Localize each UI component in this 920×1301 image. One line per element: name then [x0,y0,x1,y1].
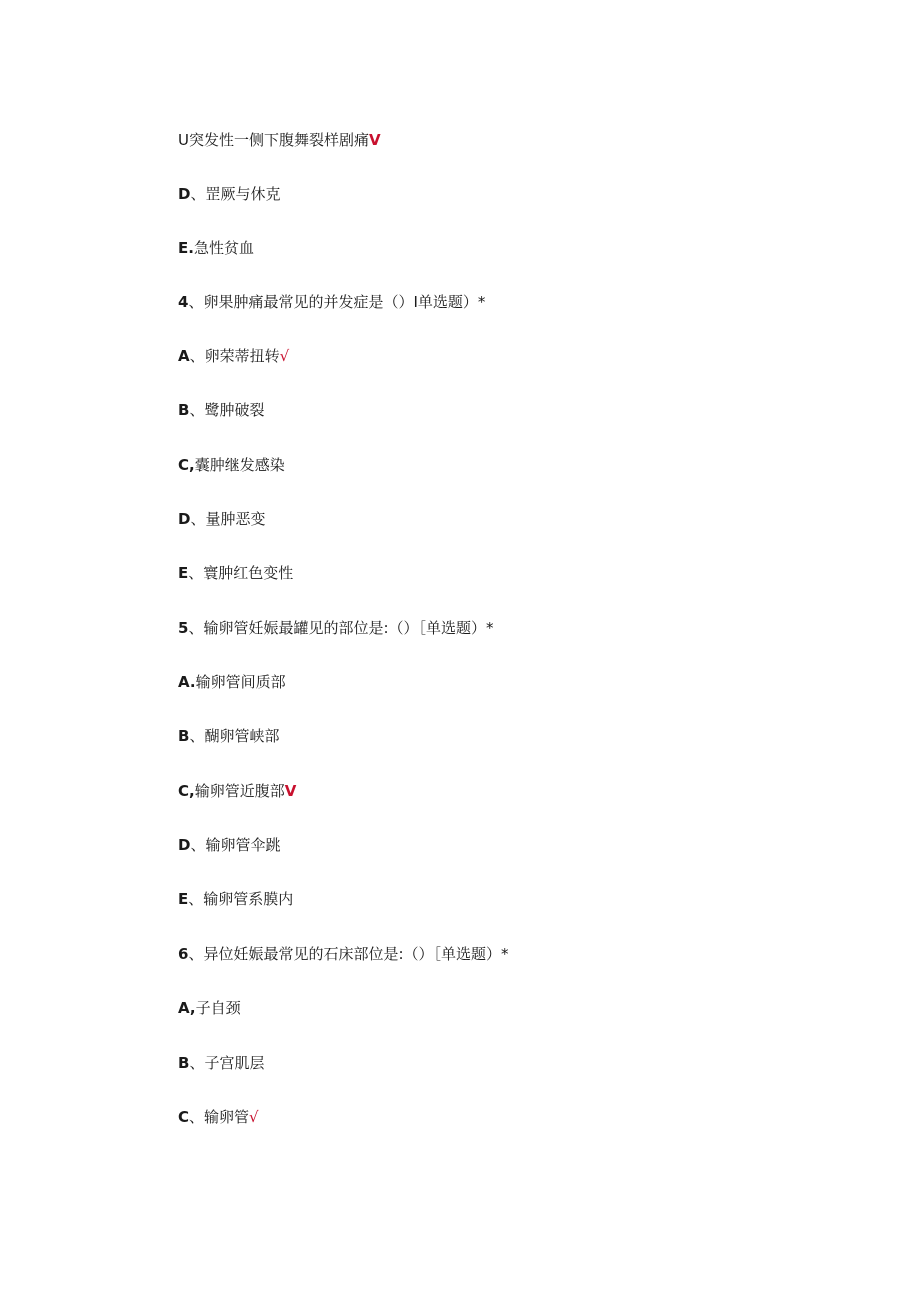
option-prefix: C [178,1108,190,1126]
option-prefix: D [178,185,191,203]
option-line [178,781,296,801]
option-text: U突发性一侧下腹舞裂样剧痛 [178,131,369,149]
correct-answer-mark: √ [279,347,290,365]
option-prefix: C, [178,782,195,800]
option-text: 急性贫血 [193,239,254,257]
option-prefix: E [178,564,189,582]
option-text: 、输卵管 [189,1108,250,1126]
option-prefix: E. [178,239,194,257]
option-line [178,1053,264,1073]
option-line [178,889,293,909]
option-text: 、寰肿红色变性 [188,564,294,582]
option-text: 、罡厥与休克 [190,185,281,203]
question-line [178,618,494,638]
question-text: 、输卵管妊娠最罐见的部位是:（）［单选题）* [188,619,494,637]
option-line [178,998,241,1018]
option-line [178,184,280,204]
question-line [178,944,509,964]
option-prefix: B [178,727,190,745]
option-line [178,238,254,258]
option-text: 、子宫肌层 [189,1054,265,1072]
option-line [178,346,289,366]
option-line [178,672,286,692]
correct-answer-mark: V [368,131,381,149]
question-number: 6 [178,945,189,963]
option-text: 、输卵管伞跳 [190,836,281,854]
option-line [178,835,280,855]
question-number: 5 [178,619,189,637]
option-prefix: A [178,347,190,365]
option-line [178,130,381,150]
option-prefix: B [178,401,190,419]
option-text: 、输卵管系膜内 [188,890,294,908]
option-line [178,455,285,475]
option-text: 输卵管间质部 [195,673,286,691]
option-line [178,1107,259,1127]
question-line [178,292,485,312]
option-prefix: A. [178,673,196,691]
option-prefix: C, [178,456,195,474]
option-line [178,726,279,746]
option-text: 子自颈 [195,999,241,1017]
question-number: 4 [178,293,189,311]
option-line [178,509,265,529]
option-prefix: D [178,510,191,528]
question-text: 、卵果肿痛最常见的并发症是（）I单选题）* [188,293,486,311]
option-prefix: B [178,1054,190,1072]
option-prefix: D [178,836,191,854]
correct-answer-mark: √ [249,1108,259,1126]
option-line [178,400,264,420]
option-line [178,563,293,583]
option-text: 、卵荣蒂扭转 [189,347,280,365]
option-text: 、量肿恶变 [190,510,266,528]
option-prefix: E [178,890,189,908]
option-prefix: A, [178,999,196,1017]
option-text: 、醐卵管峡部 [189,727,280,745]
option-text: 输卵管近腹部 [194,782,285,800]
option-text: 囊肿继发感染 [194,456,285,474]
question-text: 、异位妊娠最常见的石床部位是:（）［单选题）* [188,945,509,963]
option-text: 、鹭肿破裂 [189,401,265,419]
correct-answer-mark: V [284,782,297,800]
